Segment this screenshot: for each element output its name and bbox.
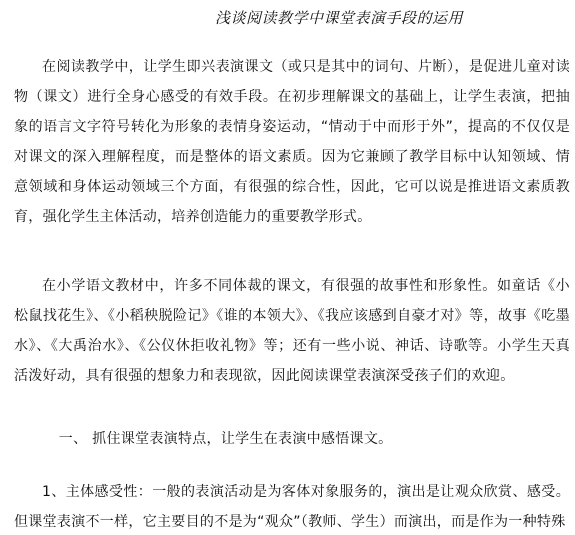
paragraph-subject-feeling: 1、主体感受性：一般的表演活动是为客体对象服务的，演出是让观众欣赏、感受。但课堂表演不一样，它主要目的不是为“观众”（教师、学生）而演出，而是作为一种特殊 xyxy=(14,484,570,530)
section-heading-1: 一、 抓住课堂表演特点，让学生在表演中感悟课文。 xyxy=(58,431,393,447)
paragraph-textbook: 在小学语文教材中，许多不同体裁的课文，有很强的故事性和形象性。如童话《小松鼠找花生》、《小稻秧脱险记》《谁的本领大》、《我应该感到自豪才对》等，故事《吃墨水》、《大禹治水》、《公仪休拒收礼物》等；还有一些小说、神话、诗歌等。小学生天真活泼好动，具有很强的想象力和表现欲，因此阅读课堂表演深受孩子们的欢迎。 xyxy=(14,278,570,384)
paragraph-intro: 在阅读教学中，让学生即兴表演课文（或只是其中的词句、片断），是促进儿童对读物（课文）进行全身心感受的有效手段。在初步理解课文的基础上，让学生表演，把抽象的语言文字符号转化为形象的表情身姿运动，“情动于中而形于外”，提高的不仅仅是对课文的深入理解程度，而是整体的语文素质。因为它兼顾了教学目标中认知领域、情意领域和身体运动领域三个方面，有很强的综合性，因此，它可以说是推进语文素质教育，强化学生主体活动，培养创造能力的重要教学形式。 xyxy=(14,59,570,225)
document-title: 浅谈阅读教学中课堂表演手段的运用 xyxy=(215,9,464,27)
